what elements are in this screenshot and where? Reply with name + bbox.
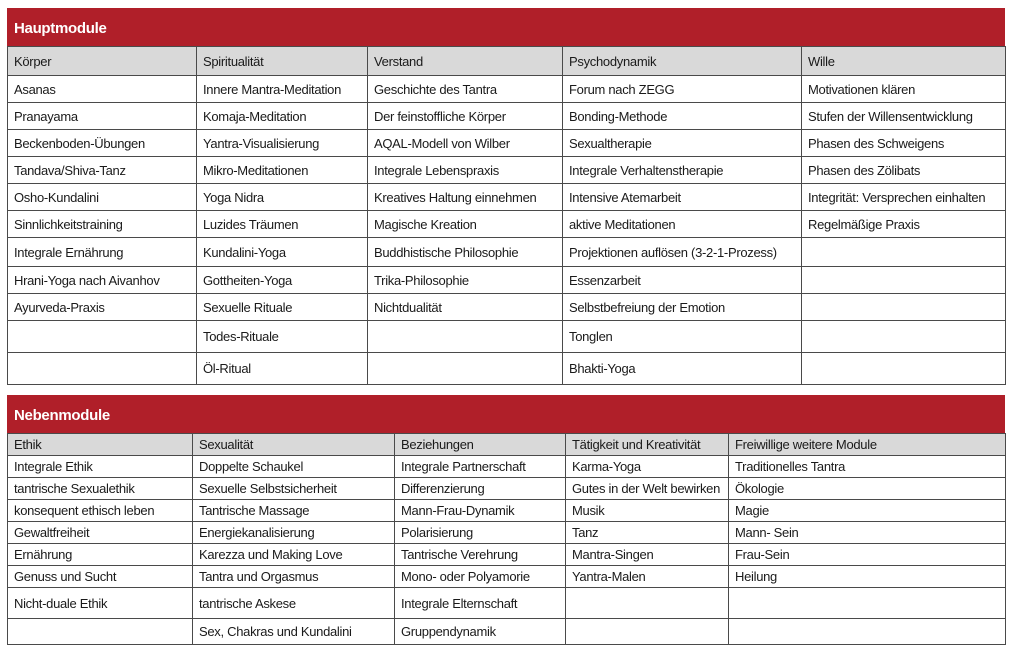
neben-table-cell [729, 588, 1006, 619]
haupt-table-cell: Yoga Nidra [197, 184, 368, 211]
haupt-table-cell: Tonglen [563, 321, 802, 353]
haupt-table-cell: Sinnlichkeitstraining [8, 211, 197, 238]
haupt-table-cell: Buddhistische Philosophie [368, 238, 563, 267]
haupt-table-cell: Beckenboden-Übungen [8, 130, 197, 157]
haupt-table-cell [802, 267, 1006, 294]
haupt-table-cell: Selbstbefreiung der Emotion [563, 294, 802, 321]
neben-table-cell: Gewaltfreiheit [8, 522, 193, 544]
haupt-table-cell: Öl-Ritual [197, 353, 368, 385]
neben-table-row [8, 544, 1006, 566]
haupt-column-header: Psychodynamik [563, 47, 802, 76]
haupt-table-cell: Yantra-Visualisierung [197, 130, 368, 157]
neben-column-header: Freiwillige weitere Module [729, 434, 1006, 456]
neben-table-cell: Polarisierung [395, 522, 566, 544]
haupt-table-cell: Der feinstoffliche Körper [368, 103, 563, 130]
neben-table-cell: Mono- oder Polyamorie [395, 566, 566, 588]
neben-table-cell: Traditionelles Tantra [729, 456, 1006, 478]
haupt-column-header: Spiritualität [197, 47, 368, 76]
nebenmodule-table [7, 433, 1006, 645]
neben-table-cell: Karma-Yoga [566, 456, 729, 478]
haupt-table-cell: Tandava/Shiva-Tanz [8, 157, 197, 184]
haupt-table-cell: Luzides Träumen [197, 211, 368, 238]
haupt-table-row [8, 103, 1006, 130]
haupt-table-cell: Geschichte des Tantra [368, 76, 563, 103]
neben-table-cell [8, 619, 193, 645]
neben-table-row [8, 566, 1006, 588]
haupt-table-cell: Gottheiten-Yoga [197, 267, 368, 294]
haupt-header-row [8, 47, 1006, 76]
haupt-table-row [8, 267, 1006, 294]
neben-table-cell: Differenzierung [395, 478, 566, 500]
neben-table-cell [729, 619, 1006, 645]
neben-table-cell: konsequent ethisch leben [8, 500, 193, 522]
haupt-table-cell: Ayurveda-Praxis [8, 294, 197, 321]
haupt-table-row [8, 238, 1006, 267]
haupt-table-cell: Kreatives Haltung einnehmen [368, 184, 563, 211]
haupt-table-cell: Sexualtherapie [563, 130, 802, 157]
haupt-table-row [8, 321, 1006, 353]
neben-column-header: Beziehungen [395, 434, 566, 456]
haupt-table-cell: Integrale Lebenspraxis [368, 157, 563, 184]
neben-table-cell: Frau-Sein [729, 544, 1006, 566]
neben-table-cell: Yantra-Malen [566, 566, 729, 588]
haupt-table-row [8, 130, 1006, 157]
neben-header-row [8, 434, 1006, 456]
haupt-table-cell: aktive Meditationen [563, 211, 802, 238]
neben-table-row [8, 478, 1006, 500]
neben-table-cell [566, 619, 729, 645]
neben-table-cell: tantrische Askese [193, 588, 395, 619]
haupt-table-cell: Osho-Kundalini [8, 184, 197, 211]
neben-table-row [8, 500, 1006, 522]
neben-table-cell: Nicht-duale Ethik [8, 588, 193, 619]
haupt-table-row [8, 353, 1006, 385]
haupt-column-header: Körper [8, 47, 197, 76]
neben-table-cell: Karezza und Making Love [193, 544, 395, 566]
haupt-table-cell: Trika-Philosophie [368, 267, 563, 294]
haupt-table-cell: Sexuelle Rituale [197, 294, 368, 321]
neben-table-cell: Ökologie [729, 478, 1006, 500]
haupt-table-cell: Essenzarbeit [563, 267, 802, 294]
neben-column-header: Ethik [8, 434, 193, 456]
neben-table-row [8, 619, 1006, 645]
neben-table-row [8, 522, 1006, 544]
haupt-table-cell: Asanas [8, 76, 197, 103]
neben-column-header: Tätigkeit und Kreativität [566, 434, 729, 456]
haupt-table-cell: Kundalini-Yoga [197, 238, 368, 267]
haupt-table-cell: AQAL-Modell von Wilber [368, 130, 563, 157]
nebenmodule-title: Nebenmodule [7, 395, 1005, 433]
neben-table-cell: Gutes in der Welt bewirken [566, 478, 729, 500]
neben-table-row [8, 588, 1006, 619]
haupt-table-cell: Pranayama [8, 103, 197, 130]
neben-table-cell: Integrale Elternschaft [395, 588, 566, 619]
haupt-table-cell: Integrale Verhaltenstherapie [563, 157, 802, 184]
neben-table-cell: Energiekanalisierung [193, 522, 395, 544]
neben-table-cell: Musik [566, 500, 729, 522]
haupt-table-cell [8, 321, 197, 353]
neben-table-cell: Integrale Partnerschaft [395, 456, 566, 478]
neben-table-cell: Genuss und Sucht [8, 566, 193, 588]
neben-table-cell: Tantrische Massage [193, 500, 395, 522]
haupt-table-cell [802, 238, 1006, 267]
hauptmodule-table [7, 46, 1006, 385]
haupt-table-row [8, 157, 1006, 184]
neben-table-cell: Magie [729, 500, 1006, 522]
neben-column-header: Sexualität [193, 434, 395, 456]
neben-table-cell: tantrische Sexualethik [8, 478, 193, 500]
haupt-table-cell: Forum nach ZEGG [563, 76, 802, 103]
neben-table-cell: Tantra und Orgasmus [193, 566, 395, 588]
neben-table-cell: Integrale Ethik [8, 456, 193, 478]
haupt-table-cell: Mikro-Meditationen [197, 157, 368, 184]
haupt-table-cell: Stufen der Willensentwicklung [802, 103, 1006, 130]
haupt-table-cell: Phasen des Zölibats [802, 157, 1006, 184]
neben-table-cell [566, 588, 729, 619]
haupt-table-cell: Projektionen auflösen (3-2-1-Prozess) [563, 238, 802, 267]
haupt-table-row [8, 211, 1006, 238]
haupt-table-cell: Integrale Ernährung [8, 238, 197, 267]
haupt-table-cell: Regelmäßige Praxis [802, 211, 1006, 238]
neben-table-cell: Ernährung [8, 544, 193, 566]
neben-table-cell: Tantrische Verehrung [395, 544, 566, 566]
haupt-table-cell: Innere Mantra-Meditation [197, 76, 368, 103]
neben-table-cell: Mantra-Singen [566, 544, 729, 566]
haupt-table-cell: Integrität: Versprechen einhalten [802, 184, 1006, 211]
neben-table-cell: Tanz [566, 522, 729, 544]
haupt-table-cell [368, 321, 563, 353]
haupt-table-row [8, 184, 1006, 211]
haupt-table-cell: Phasen des Schweigens [802, 130, 1006, 157]
haupt-table-cell: Bonding-Methode [563, 103, 802, 130]
haupt-table-row [8, 76, 1006, 103]
neben-table-cell: Mann-Frau-Dynamik [395, 500, 566, 522]
haupt-table-cell: Komaja-Meditation [197, 103, 368, 130]
haupt-table-cell [802, 353, 1006, 385]
neben-table-cell: Sexuelle Selbstsicherheit [193, 478, 395, 500]
neben-table-cell: Gruppendynamik [395, 619, 566, 645]
neben-table-cell: Sex, Chakras und Kundalini [193, 619, 395, 645]
haupt-table-cell [802, 321, 1006, 353]
haupt-column-header: Wille [802, 47, 1006, 76]
neben-table-cell: Heilung [729, 566, 1006, 588]
haupt-table-cell: Motivationen klären [802, 76, 1006, 103]
nebenmodule-section [7, 395, 1005, 645]
haupt-table-cell: Hrani-Yoga nach Aivanhov [8, 267, 197, 294]
neben-table-cell: Doppelte Schaukel [193, 456, 395, 478]
neben-table-cell: Mann- Sein [729, 522, 1006, 544]
haupt-table-cell: Bhakti-Yoga [563, 353, 802, 385]
haupt-table-cell: Nichtdualität [368, 294, 563, 321]
haupt-table-cell [8, 353, 197, 385]
haupt-column-header: Verstand [368, 47, 563, 76]
haupt-table-cell: Intensive Atemarbeit [563, 184, 802, 211]
hauptmodule-title: Hauptmodule [7, 8, 1005, 46]
haupt-table-cell [368, 353, 563, 385]
hauptmodule-section [7, 8, 1005, 385]
haupt-table-row [8, 294, 1006, 321]
neben-table-row [8, 456, 1006, 478]
haupt-table-cell: Todes-Rituale [197, 321, 368, 353]
haupt-table-cell [802, 294, 1006, 321]
haupt-table-cell: Magische Kreation [368, 211, 563, 238]
